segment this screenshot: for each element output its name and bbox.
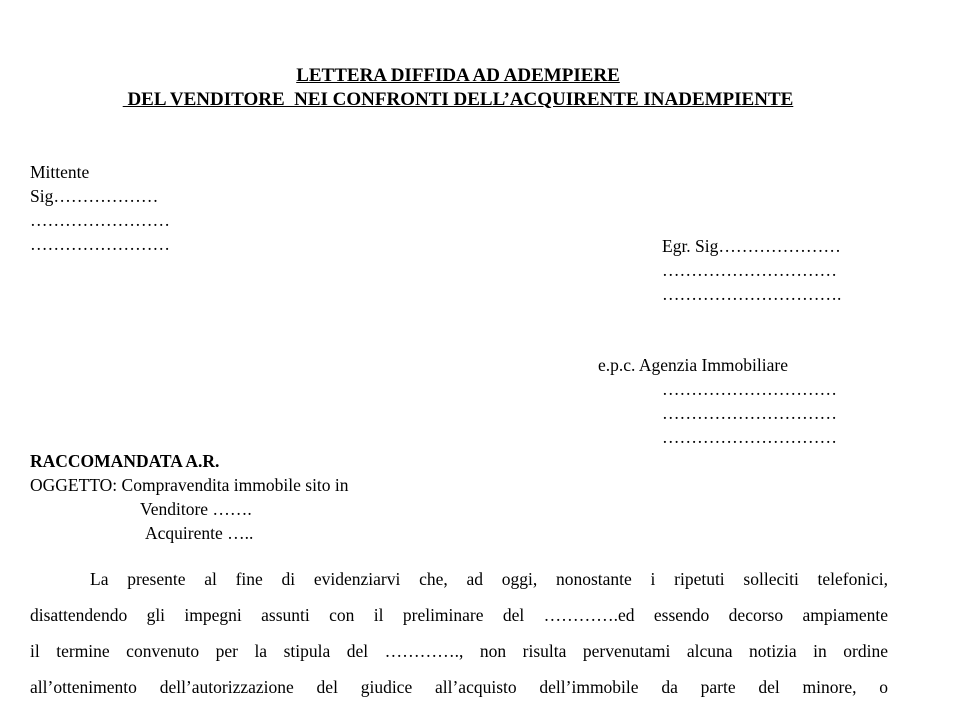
title-line-1: LETTERA DIFFIDA AD ADEMPIERE — [296, 65, 620, 86]
sender-name-line: Sig……………… — [30, 186, 159, 206]
sender-label: Mittente — [30, 162, 90, 182]
document-title — [0, 64, 916, 112]
recipient-name-line: Egr. Sig………………… — [662, 236, 841, 256]
cc-address-line-3: ………………………… — [662, 403, 837, 423]
cc-address-line-4: ………………………… — [662, 427, 837, 447]
body-line-2: disattendendo gli impegni assunti con il preliminare del ………….ed essendo decorso ampiamente — [30, 605, 888, 625]
registered-mail-heading: RACCOMANDATA A.R. — [30, 451, 220, 471]
sender-address-line-3: …………………… — [30, 234, 170, 254]
subject-seller-line: Venditore ……. — [140, 499, 252, 519]
sender-address-line-2: …………………… — [30, 210, 170, 230]
title-line-2: DEL VENDITORE NEI CONFRONTI DELL’ACQUIRENTE INADEMPIENTE — [122, 89, 794, 110]
subject-line-1: OGGETTO: Compravendita immobile sito in — [30, 475, 349, 495]
cc-name-line: e.p.c. Agenzia Immobiliare — [598, 355, 788, 375]
subject-buyer-line: Acquirente ….. — [145, 523, 254, 543]
recipient-address-line-3: …………………………. — [662, 284, 842, 304]
body-line-1: La presente al fine di evidenziarvi che, ad oggi, nonostante i ripetuti solleciti telefonici, — [90, 569, 888, 589]
body-line-4: all’ottenimento dell’autorizzazione del giudice all’acquisto dell’immobile da parte del minore, o — [30, 677, 888, 697]
body-line-3: il termine convenuto per la stipula del …………., non risulta pervenutami alcuna notizia in ordine — [30, 641, 888, 661]
recipient-address-line-2: ………………………… — [662, 260, 837, 280]
cc-address-line-2: ………………………… — [662, 379, 837, 399]
